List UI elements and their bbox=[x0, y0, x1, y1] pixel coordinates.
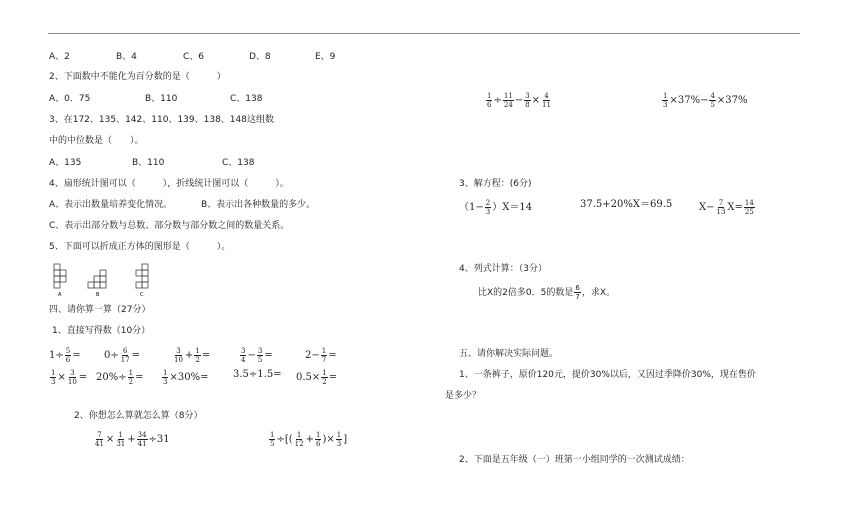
q4-option-a: A、表示出数量培养变化情况。 bbox=[49, 200, 173, 210]
cube-net-figures bbox=[52, 262, 162, 298]
calc-1-1: 1÷ $\frac{5}{6}$ = bbox=[49, 347, 81, 364]
equation-3: X− $\frac{7}{13}$ X= $\frac{14}{25}$ bbox=[699, 199, 754, 216]
list-calc-title: 4、列式计算：（3分） bbox=[459, 264, 547, 274]
free-calc-1: $\frac{7}{41}$ × $\frac{1}{31}$ + $\frac{34}{41}$ ÷31 bbox=[95, 431, 170, 448]
section4-part2-title: 2、你想怎么算就怎么算（8分） bbox=[74, 411, 203, 421]
cube-net-b bbox=[88, 270, 106, 288]
equation-2: 37.5+20%X＝69.5 bbox=[580, 199, 673, 210]
q1-option-b: B、4 bbox=[116, 52, 137, 62]
q3-stem: 3、在172、135、142、110、139、138、148这组数 bbox=[49, 115, 274, 125]
section5-title: 五、请你解决实际问题。 bbox=[459, 349, 559, 359]
cube-net-c bbox=[136, 264, 148, 288]
calc-2-3: $\frac{1}{3}$ ×30%= bbox=[163, 369, 209, 386]
top-calc-2: $\frac{1}{3}$ ×37%− $\frac{4}{5}$ ×37% bbox=[663, 92, 748, 109]
q3-option-c: C、138 bbox=[222, 158, 255, 168]
calc-1-2: 0÷ $\frac{6}{17}$ = bbox=[104, 347, 141, 364]
calc-2-5: 0.5× $\frac{1}{2}$ = bbox=[296, 369, 338, 386]
q1-option-d: D、8 bbox=[249, 52, 271, 62]
q1-option-a: A、2 bbox=[49, 52, 70, 62]
header-rule bbox=[48, 33, 800, 34]
q4-stem: 4、扇形统计图可以（ ），折线统计图可以（ ）。 bbox=[49, 179, 289, 189]
calc-1-3: $\frac{3}{10}$ + $\frac{1}{2}$ = bbox=[174, 347, 211, 364]
calc-2-4: 3.5÷1.5= bbox=[233, 369, 282, 380]
list-calc-question: 比X的2倍多0．5的数是 $\frac{6}{7}$ ，求X。 bbox=[478, 284, 615, 301]
q3-stem-continued: 中的中位数是（ ）。 bbox=[49, 136, 144, 146]
cube-label-a: A bbox=[58, 292, 62, 298]
problem-1-line2: 是多少？ bbox=[445, 391, 482, 401]
q2-option-a: A、0．75 bbox=[49, 94, 91, 104]
q4-option-b: B、表示出各种数量的多少。 bbox=[201, 200, 316, 210]
calc-2-1: $\frac{1}{3}$ × $\frac{3}{10}$ = bbox=[51, 369, 88, 386]
q1-option-e: E、9 bbox=[315, 52, 336, 62]
problem-2: 2、下面是五年级（一）班第一小组同学的一次测试成绩： bbox=[459, 455, 690, 465]
q3-option-a: A、135 bbox=[49, 158, 82, 168]
calc-2-2: 20%÷ $\frac{1}{2}$ = bbox=[96, 369, 144, 386]
section4-title: 四、请你算一算（27分） bbox=[49, 305, 151, 315]
q3-option-b: B、110 bbox=[132, 158, 165, 168]
calc-1-5: 2− $\frac{1}{7}$ = bbox=[305, 347, 337, 364]
cube-label-c: C bbox=[140, 292, 144, 298]
cube-label-b: B bbox=[96, 292, 100, 298]
calc-1-4: $\frac{3}{4}$ − $\frac{3}{5}$ = bbox=[241, 347, 273, 364]
cube-net-a bbox=[54, 264, 66, 288]
equation-1: （1− $\frac{2}{3}$ ）X＝14 bbox=[459, 199, 533, 216]
q2-stem: 2、下面数中不能化为百分数的是（ ） bbox=[49, 72, 226, 82]
solve-title: 3、解方程：(6分) bbox=[459, 179, 532, 189]
q5-stem: 5、下面可以折成正方体的图形是（ ）。 bbox=[49, 242, 231, 252]
free-calc-2: $\frac{1}{5}$ ÷[( $\frac{1}{12}$ + $\frac{1}{6}$ )× $\frac{1}{3}$ ] bbox=[270, 431, 348, 448]
q1-option-c: C、6 bbox=[183, 52, 205, 62]
q2-option-c: C、138 bbox=[230, 94, 263, 104]
problem-1-line1: 1、一条裤子，原价120元，提价30%以后，又因过季降价30%，现在售价 bbox=[459, 370, 756, 380]
top-calc-1: $\frac{1}{6}$ ÷ $\frac{11}{24}$ − $\frac{3}{8}$ × $\frac{4}{11}$ bbox=[487, 92, 551, 109]
q2-option-b: B、110 bbox=[145, 94, 178, 104]
section4-part1-title: 1、直接写得数（10分） bbox=[52, 326, 151, 336]
q4-option-c: C、表示出部分数与总数、部分数与部分数之间的数量关系。 bbox=[49, 221, 290, 231]
